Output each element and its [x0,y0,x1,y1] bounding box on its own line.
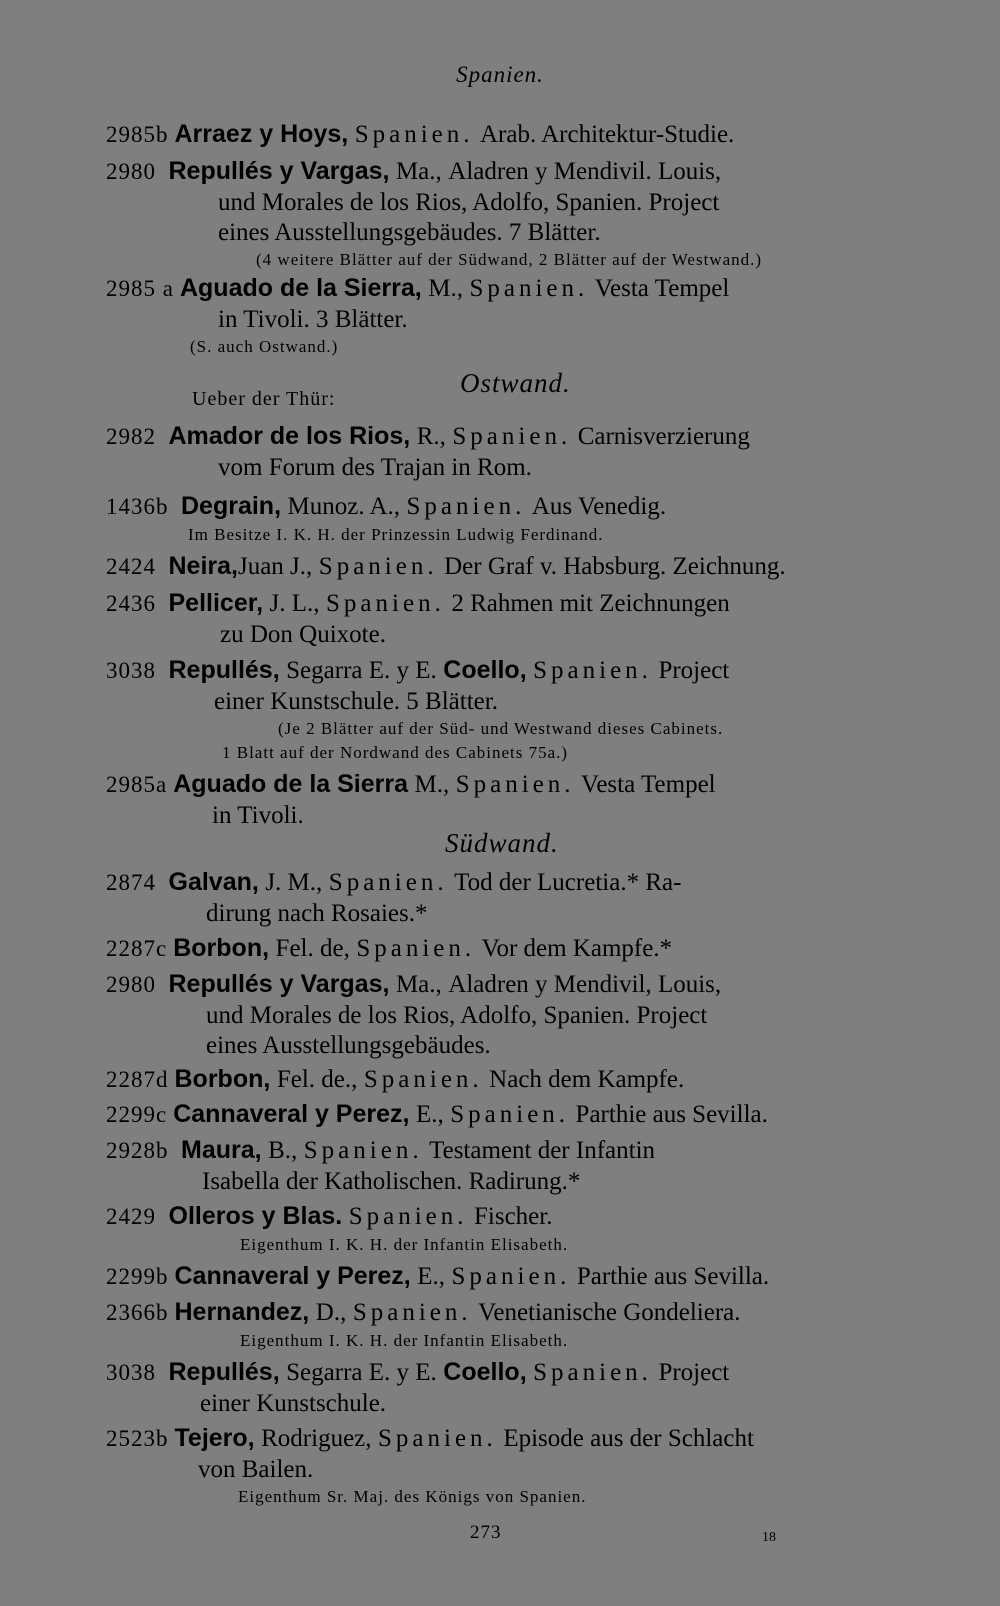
given-name: M., [414,771,450,798]
work-title: Carnisverzierung [577,423,750,450]
country: Spanien. [455,771,575,798]
country: Spanien. [348,1203,468,1230]
page-number: 273 [470,1522,502,1543]
given-name: B., [268,1137,298,1164]
given-name: E., [417,1263,446,1290]
section-heading-ostwand: Ostwand. [460,368,571,398]
catalog-entry [106,272,918,359]
catalog-entry [106,420,918,483]
artist-name: Arraez y Hoys, [174,120,349,148]
entry-line [106,587,918,620]
entry-line [106,1296,918,1329]
catalog-entry [106,866,918,929]
catalog-entry [106,587,918,650]
entry-line [106,1134,918,1167]
given-name: Ma., [395,158,442,185]
artist-name: Aguado de la Sierra, [179,274,422,302]
entry-number: 2299b [106,1264,169,1289]
entry-number: 2429 [106,1204,156,1229]
given-name: J. L., [269,590,320,617]
artist-name: Repullés, [168,1358,280,1386]
entry-number: 2985a [106,772,168,797]
entry-continuation: in Tivoli. 3 Blätter. [218,306,408,333]
entry-number: 2436 [106,591,156,616]
entry-line [106,1260,918,1293]
country: Spanien. [356,935,476,962]
artist-name: Maura, [181,1136,262,1164]
entry-line [106,654,918,687]
entry-line [106,1063,918,1096]
artist-name: Cannaveral y Perez, [173,1100,410,1128]
catalog-entry [106,1134,918,1197]
work-title: Fischer. [474,1203,553,1230]
entry-number: 2985 a [106,276,174,301]
entry-continuation: vom Forum des Trajan in Rom. [218,454,532,481]
entry-note: Eigenthum Sr. Maj. des Königs von Spanien. [238,1487,587,1506]
entry-line [106,272,918,305]
entry-number: 2980 [106,972,156,997]
artist-name: Repullés, [168,656,280,684]
entry-line [106,1356,918,1389]
catalog-entry [106,1260,918,1293]
catalog-entry [106,968,918,1061]
entry-note: Eigenthum I. K. H. der Infantin Elisabeth. [240,1331,569,1350]
section-heading-suedwand: Südwand. [445,828,559,858]
artist-name: Repullés y Vargas, [168,157,390,185]
catalog-entry [106,768,918,831]
artist-name: Tejero, [174,1424,255,1452]
country: Spanien. [533,1359,652,1386]
artist-name: Amador de los Rios, [168,422,411,450]
given-name: Fel. de, [275,935,350,962]
given-name: Rodriguez, [261,1425,372,1452]
country: Spanien. [378,1425,497,1452]
entry-line [106,1098,918,1131]
entry-number: 2287d [106,1067,169,1092]
co-artist-name: Coello, [443,656,527,684]
given-name: Ma., [395,971,442,998]
artist-name: Galvan, [168,868,259,896]
given-name: D., [315,1299,347,1326]
entry-number: 2874 [106,870,156,895]
catalog-entry [106,932,918,965]
country: Spanien. [533,657,652,684]
location-note: Ueber der Thür: [192,388,336,410]
given-name: R., [416,423,446,450]
entry-number: 3038 [106,658,156,683]
entry-note: Eigenthum I. K. H. der Infantin Elisabeth. [240,1235,569,1254]
artist-name: Cannaveral y Perez, [174,1262,411,1290]
entry-continuation: einer Kunstschule. [200,1390,387,1417]
page-header: Spanien. [456,62,544,87]
catalog-entry [106,155,918,272]
work-title: Vesta Tempel [581,771,716,798]
entry-line [106,1422,918,1455]
entry-number: 2523b [106,1426,169,1451]
entry-note: (Je 2 Blätter auf der Süd- und Westwand dieses Cabinets. [278,719,724,738]
entry-note: Im Besitze I. K. H. der Prinzessin Ludwig Ferdinand. [188,525,604,544]
entry-note: 1 Blatt auf der Nordwand des Cabinets 75a.) [222,743,569,762]
entry-line [106,866,918,899]
entry-continuation: von Bailen. [198,1456,314,1483]
country: Spanien. [406,493,526,520]
entry-continuation: Isabella der Katholischen. Radirung.* [202,1168,581,1195]
catalog-entry [106,654,918,765]
given-name: M., [428,275,463,302]
work-title: Der Graf v. Habsburg. Zeichnung. [444,553,786,580]
catalog-entry [106,550,918,583]
entry-number: 2366b [106,1300,169,1325]
catalog-entry [106,1098,918,1131]
country: Spanien. [354,121,474,148]
work-title: Parthie aus Sevilla. [575,1101,768,1128]
co-artist-name: Coello, [443,1358,527,1386]
country: Spanien. [451,1263,571,1290]
entry-continuation: und Morales de los Rios, Adolfo, Spanien. Project [206,1002,708,1029]
signature-mark: 18 [762,1530,776,1545]
country: Spanien. [328,869,448,896]
entry-line [106,155,918,188]
country: Spanien. [469,275,589,302]
catalog-entry [106,1296,918,1353]
entry-line [106,1200,918,1233]
co-artists: Aladren y Mendivil, Louis, [448,971,722,998]
country: Spanien. [303,1137,423,1164]
work-title: Aus Venedig. [531,493,667,520]
artist-name: Neira, [168,552,238,580]
entry-line [106,118,918,151]
artist-name: Aguado de la Sierra [173,770,409,798]
entry-continuation: und Morales de los Rios, Adolfo, Spanien. Project [218,189,720,216]
entry-line [106,490,918,523]
work-title: Venetianische Gondeliera. [478,1299,741,1326]
country: Spanien. [452,423,572,450]
artist-name: Olleros y Blas. [168,1202,343,1230]
entry-note: (4 weitere Blätter auf der Südwand, 2 Blätter auf der Westwand.) [256,250,763,269]
given-name: Segarra E. y E. [286,657,437,684]
entry-continuation: eines Ausstellungsgebäudes. 7 Blätter. [218,219,601,246]
given-name: Fel. de., [276,1066,358,1093]
given-name: Juan J., [237,553,313,580]
entry-line [106,932,918,965]
artist-name: Borbon, [174,1065,271,1093]
entry-note: (S. auch Ostwand.) [190,337,339,356]
given-name: Munoz. A., [287,493,401,520]
country: Spanien. [326,590,445,617]
entry-number: 2980 [106,159,156,184]
work-title: 2 Rahmen mit Zeichnungen [451,590,730,617]
country: Spanien. [318,553,438,580]
catalog-entry [106,1063,918,1096]
entry-continuation: in Tivoli. [212,802,304,829]
entry-number: 2287c [106,936,168,961]
entry-continuation: eines Ausstellungsgebäudes. [206,1032,491,1059]
catalog-entry [106,118,918,151]
entry-continuation: zu Don Quixote. [220,621,386,648]
work-title: Tod der Lucretia.* Ra- [454,869,682,896]
entry-continuation: einer Kunstschule. 5 Blätter. [214,688,498,715]
country: Spanien. [352,1299,472,1326]
work-title: Project [658,1359,730,1386]
country: Spanien. [363,1066,483,1093]
given-name: Segarra E. y E. [286,1359,437,1386]
artist-name: Repullés y Vargas, [168,970,390,998]
artist-name: Pellicer, [168,589,264,617]
artist-name: Degrain, [181,492,282,520]
artist-name: Hernandez, [174,1298,310,1326]
entry-number: 2299c [106,1102,168,1127]
entry-number: 2982 [106,424,156,449]
artist-name: Borbon, [173,934,270,962]
work-title: Vesta Tempel [594,275,730,302]
entry-number: 3038 [106,1360,156,1385]
work-title: Vor dem Kampfe.* [481,935,673,962]
given-name: E., [415,1101,444,1128]
catalog-entry [106,1200,918,1257]
entry-number: 2985b [106,122,169,147]
entry-line [106,550,918,583]
co-artists: Aladren y Mendivil. Louis, [448,158,722,185]
work-title: Testament der Infantin [429,1137,656,1164]
catalog-entry [106,1356,918,1419]
work-title: Episode aus der Schlacht [503,1425,754,1452]
work-title: Project [658,657,730,684]
entry-continuation: dirung nach Rosaies.* [206,900,428,927]
catalog-entry [106,1422,918,1509]
catalog-entry [106,490,918,547]
entry-line [106,420,918,453]
work-title: Parthie aus Sevilla. [576,1263,770,1290]
given-name: J. M., [265,869,323,896]
entry-number: 2928b [106,1138,169,1163]
entry-number: 2424 [106,554,156,579]
entry-number: 1436b [106,494,169,519]
work-title: Arab. Architektur-Studie. [480,121,735,148]
work-title: Nach dem Kampfe. [489,1066,685,1093]
country: Spanien. [450,1101,570,1128]
entry-line [106,768,918,801]
entry-line [106,968,918,1001]
